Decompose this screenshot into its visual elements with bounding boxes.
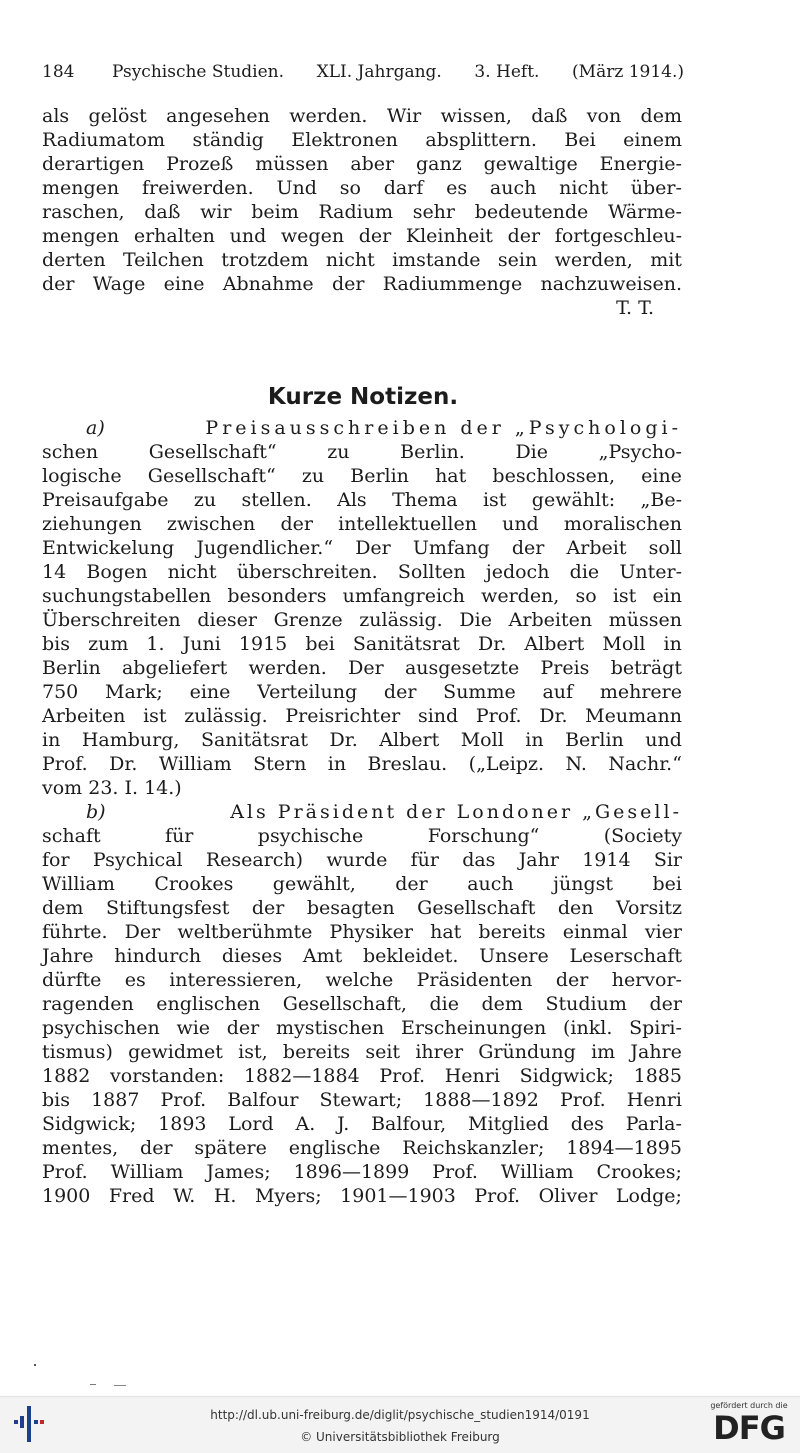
text-line: logische Gesellschaft“ zu Berlin hat beschlossen, eine	[42, 465, 682, 487]
text-line: Entwickelung Jugendlicher.“ Der Umfang der Arbeit soll	[42, 537, 682, 559]
journal-volume: XLI. Jahrgang.	[316, 62, 442, 82]
text-line: schaft für psychische Forschung“ (Society	[42, 825, 682, 847]
text-line: Preisaufgabe zu stellen. Als Thema ist gewählt: „Be-	[42, 489, 682, 511]
journal-title: Psychische Studien.	[112, 62, 285, 82]
text-line: Überschreiten dieser Grenze zulässig. Die Arbeiten müssen	[42, 609, 682, 631]
journal-date: (März 1914.)	[572, 62, 684, 82]
notice-b	[42, 800, 682, 1208]
text-line: psychischen wie der mystischen Erscheinungen (inkl. Spiri-	[42, 1017, 682, 1039]
text-line: in Hamburg, Sanitätsrat Dr. Albert Moll in Berlin und	[42, 729, 682, 751]
text-line: Berlin abgeliefert werden. Der ausgesetzte Preis beträgt	[42, 657, 682, 679]
text-line: derten Teilchen trotzdem nicht imstande sein werden, mit	[42, 249, 682, 271]
text-line: führte. Der weltberühmte Physiker hat bereits einmal vier	[42, 921, 682, 943]
text-line: Prof. William James; 1896—1899 Prof. William Crookes;	[42, 1161, 682, 1183]
text-line	[42, 800, 682, 824]
dfg-tagline: gefördert durch die	[710, 1401, 788, 1410]
text-line: schen Gesellschaft“ zu Berlin. Die „Psycho-	[42, 441, 682, 463]
text-line: for Psychical Research) wurde für das Jahr 1914 Sir	[42, 849, 682, 871]
text-line: bis 1887 Prof. Balfour Stewart; 1888—1892 Prof. Henri	[42, 1089, 682, 1111]
section-heading: Kurze Notizen.	[267, 384, 459, 410]
text-line: dem Stiftungsfest der besagten Gesellschaft den Vorsitz	[42, 897, 682, 919]
notice-a-title: Preisausschreiben der „Psychologi-	[205, 417, 682, 439]
text-line: der Wage eine Abnahme der Radiummenge nachzuweisen.	[42, 273, 682, 295]
text-line: Prof. Dr. William Stern in Breslau. („Leipz. N. Nachr.“	[42, 753, 682, 775]
scan-specks	[30, 1360, 190, 1390]
text-line: 750 Mark; eine Verteilung der Summe auf mehrere	[42, 681, 682, 703]
text-line: tismus) gewidmet ist, bereits seit ihrer Gründung im Jahre	[42, 1041, 682, 1063]
text-line: suchungstabellen besonders umfangreich werden, so ist ein	[42, 585, 682, 607]
text-line	[42, 416, 682, 440]
text-line: derartigen Prozeß müssen aber ganz gewaltige Energie-	[42, 153, 682, 175]
notice-b-title: Als Präsident der Londoner „Gesell-	[230, 801, 682, 823]
text-line: als gelöst angesehen werden. Wir wissen, daß von dem	[42, 105, 682, 127]
text-line: mengen erhalten und wegen der Kleinheit der fortgeschleu-	[42, 225, 682, 247]
text-line: bis zum 1. Juni 1915 bei Sanitätsrat Dr. Albert Moll in	[42, 633, 682, 655]
text-line: Sidgwick; 1893 Lord A. J. Balfour, Mitglied des Parla-	[42, 1113, 682, 1135]
copyright-notice: © Universitätsbibliothek Freiburg	[300, 1430, 500, 1444]
text-line: Arbeiten ist zulässig. Preisrichter sind Prof. Dr. Meumann	[42, 705, 682, 727]
item-marker-a: a)	[86, 417, 105, 439]
permalink-url[interactable]: http://dl.ub.uni-freiburg.de/diglit/psychische_studien1914/0191	[210, 1408, 590, 1422]
item-marker-b: b)	[86, 801, 106, 823]
notice-a	[42, 416, 682, 800]
dfg-logo-icon: DFG	[713, 1409, 785, 1447]
signature: T. T.	[616, 297, 654, 319]
page-number: 184	[42, 62, 75, 82]
text-line: dürfte es interessieren, welche Präsidenten der hervor-	[42, 969, 682, 991]
text-line: ziehungen zwischen der intellektuellen und moralischen	[42, 513, 682, 535]
text-line: 1900 Fred W. H. Myers; 1901—1903 Prof. Oliver Lodge;	[42, 1185, 682, 1207]
text-line: mengen freiwerden. Und so darf es auch nicht über-	[42, 177, 682, 199]
text-line: raschen, daß wir beim Radium sehr bedeutende Wärme-	[42, 201, 682, 223]
text-line: 1882 vorstanden: 1882—1884 Prof. Henri Sidgwick; 1885	[42, 1065, 682, 1087]
text-line: Radiumatom ständig Elektronen absplittern. Bei einem	[42, 129, 682, 151]
text-line: vom 23. I. 14.)	[42, 777, 182, 799]
running-head	[42, 60, 684, 84]
journal-issue: 3. Heft.	[474, 62, 540, 82]
footer-bar	[0, 1396, 800, 1453]
intro-paragraph	[42, 104, 682, 320]
text-line: 14 Bogen nicht überschreiten. Sollten jedoch die Unter-	[42, 561, 682, 583]
text-line: mentes, der spätere englische Reichskanzler; 1894—1895	[42, 1137, 682, 1159]
text-line: William Crookes gewählt, der auch jüngst bei	[42, 873, 682, 895]
text-line: Jahre hindurch dieses Amt bekleidet. Unsere Leserschaft	[42, 945, 682, 967]
text-line: ragenden englischen Gesellschaft, die dem Studium der	[42, 993, 682, 1015]
